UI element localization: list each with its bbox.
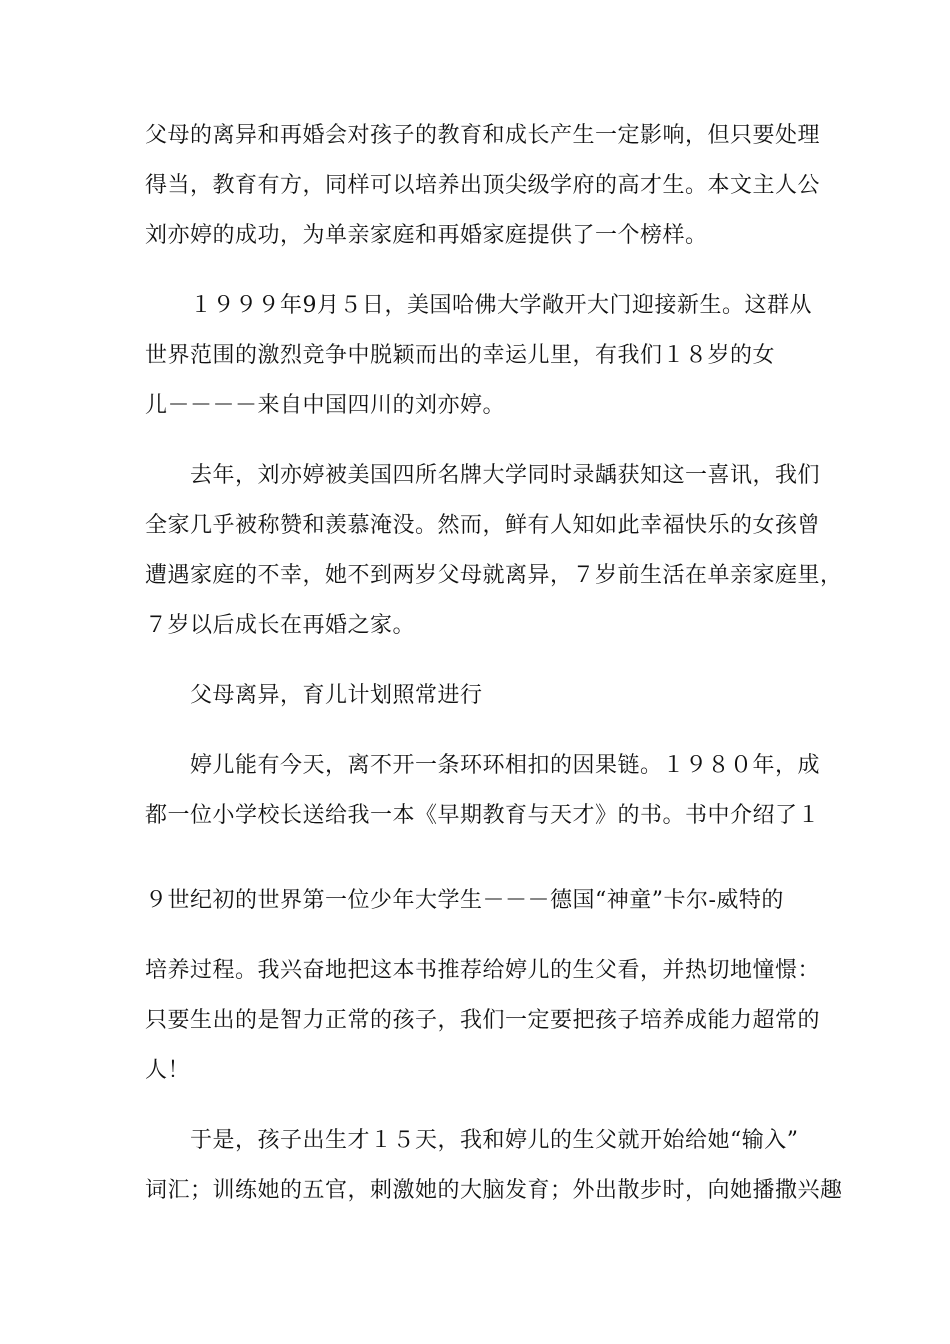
paragraph-6-line-1: 于是，孩子出生才１５天，我和婷儿的生父就开始给她“输入”: [190, 1128, 799, 1153]
paragraph-5-line-2: 都一位小学校长送给我一本《早期教育与天才》的书。书中介绍了１: [145, 803, 821, 828]
paragraph-2-line-2: 世界范围的激烈竞争中脱颖而出的幸运儿里，有我们１８岁的女: [145, 343, 776, 368]
paragraph-3-line-3: 遭遇家庭的不幸，她不到两岁父母就离异，７岁前生活在单亲家庭里，: [145, 563, 843, 588]
paragraph-5-line-4: 培养过程。我兴奋地把这本书推荐给婷儿的生父看，并热切地憧憬：: [145, 958, 821, 983]
paragraph-3-line-2: 全家几乎被称赞和羡慕淹没。然而，鲜有人知如此幸福快乐的女孩曾: [145, 513, 821, 538]
paragraph-6-line-2: 词汇；训练她的五官，刺激她的大脑发育；外出散步时，向她播撒兴趣: [145, 1178, 843, 1203]
paragraph-3-line-4: ７岁以后成长在再婚之家。: [145, 613, 416, 638]
paragraph-5-line-3: ９世纪初的世界第一位少年大学生－－－德国“神童”卡尔-威特的: [145, 888, 784, 913]
paragraph-2-line-3: 儿－－－－来自中国四川的刘亦婷。: [145, 393, 506, 418]
paragraph-5-line-6: 人！: [145, 1058, 191, 1083]
section-heading: 父母离异，育儿计划照常进行: [190, 683, 483, 708]
paragraph-1-line-2: 得当，教育有方，同样可以培养出顶尖级学府的高才生。本文主人公: [145, 173, 821, 198]
paragraph-3-line-1: 去年，刘亦婷被美国四所名牌大学同时录龋获知这一喜讯，我们: [190, 463, 821, 488]
paragraph-1-line-1: 父母的离异和再婚会对孩子的教育和成长产生一定影响，但只要处理: [145, 123, 821, 148]
paragraph-5-line-1: 婷儿能有今天，离不开一条环环相扣的因果链。１９８０年，成: [190, 753, 821, 778]
paragraph-2-line-1: １９９９年9月５日，美国哈佛大学敞开大门迎接新生。这群从: [190, 293, 812, 318]
paragraph-5-line-5: 只要生出的是智力正常的孩子，我们一定要把孩子培养成能力超常的: [145, 1008, 821, 1033]
paragraph-1-line-3: 刘亦婷的成功，为单亲家庭和再婚家庭提供了一个榜样。: [145, 223, 708, 248]
